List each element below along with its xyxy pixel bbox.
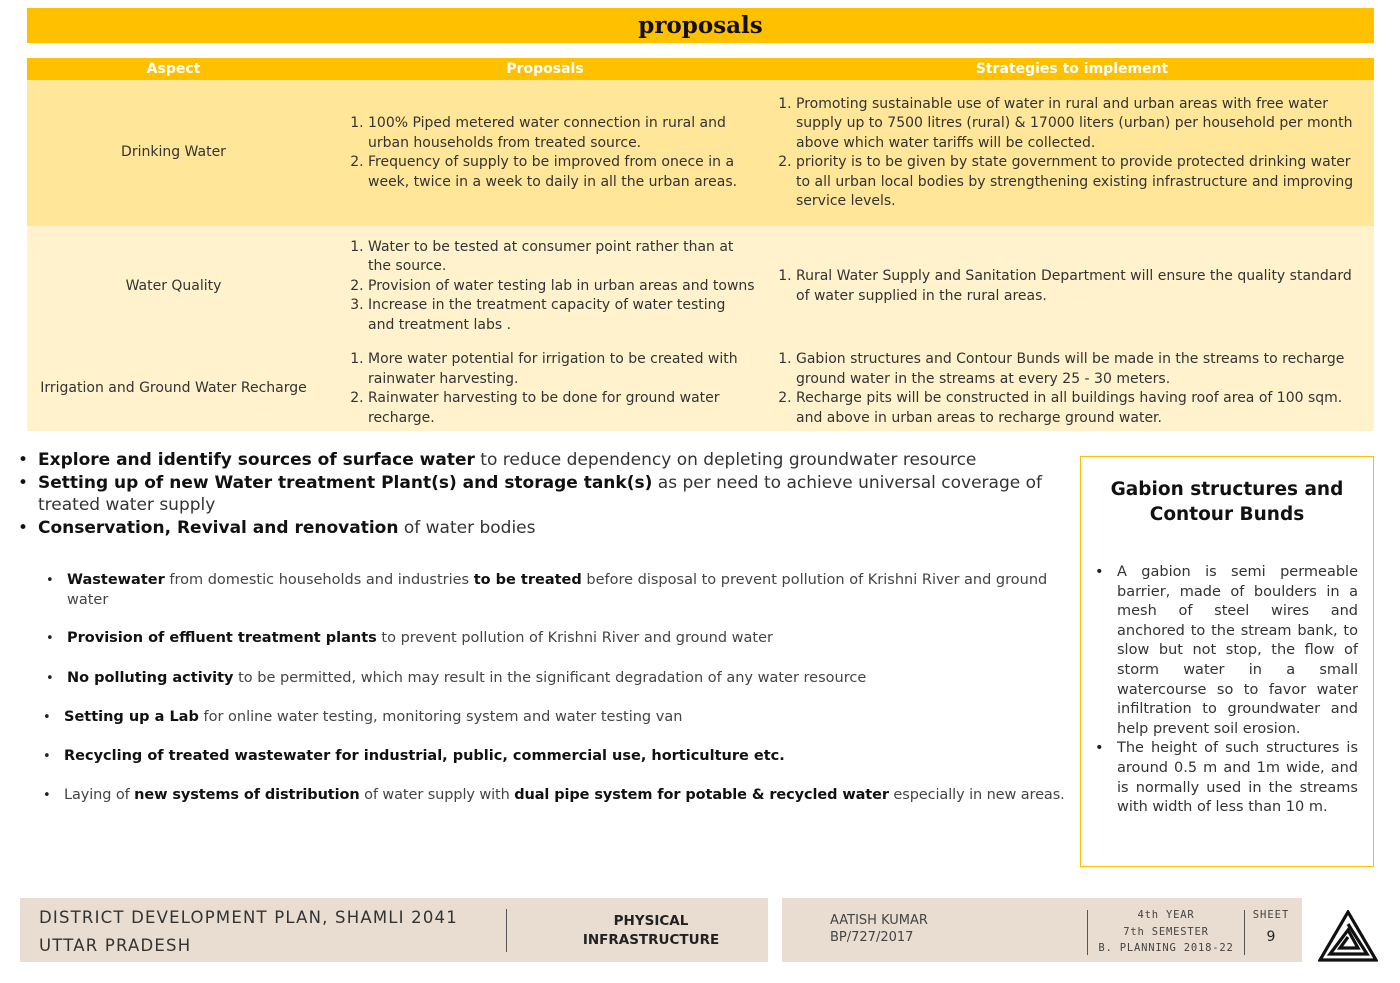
bullet-text: before disposal to prevent pollution of Krishni River and ground water [67,572,1048,608]
list-item: 1. Gabion structures and Contour Bunds will be made in the streams to recharge ground water in the streams at every 25 - 30 meters. [796,350,1360,389]
sheet-number: 9 [1266,929,1276,945]
list-item: 1. Water to be tested at consumer point rather than at the source. [368,238,756,277]
bullet-bold: Wastewater [67,572,165,588]
side-box-list [1081,563,1373,818]
sheet-label: SHEET [1252,909,1290,921]
bullet-distribution [64,786,1074,806]
strategies-list [770,350,1374,428]
bullet-bold: No polluting activity [67,670,234,686]
list-item: 1. More water potential for irrigation to be created with rainwater harvesting. [368,350,756,389]
bullet-bold: Recycling of treated wastewater for industrial, public, commercial use, horticulture etc. [64,748,785,764]
bullet-text: to prevent pollution of Krishni River and ground water [376,630,773,646]
semester-text: 7th SEMESTER [1123,925,1209,938]
strategies-list [770,267,1374,306]
bullet-text: for online water testing, monitoring system and water testing van [198,709,683,725]
list-item: 1. 100% Piped metered water connection in rural and urban households from treated source. [368,114,756,153]
proposals-list [320,114,770,192]
proposals-cell [320,226,770,347]
footer-section [520,912,782,950]
divider [1244,910,1245,955]
list-item: 2. Provision of water testing lab in urban areas and towns [368,277,756,297]
footer-plan-title: DISTRICT DEVELOPMENT PLAN, SHAMLI 2041 [39,908,458,927]
divider [506,909,507,952]
table-row-drinking-water [27,80,1374,226]
bullet-recycling [64,747,1064,767]
roll-number: BP/727/2017 [830,930,914,945]
list-item: 1. Promoting sustainable use of water in rural and urban areas with free water supply up to 7500 litres (rural) & 17000 liters (urban) per household per month above which water tariffs will be collected. [796,95,1360,154]
course-text: B. PLANNING 2018-22 [1098,942,1234,954]
strategies-cell [770,80,1374,226]
list-item [18,449,1078,472]
list-item: 2. Recharge pits will be constructed in all buildings having roof area of 100 sqm. and above in urban areas to recharge ground water. [796,389,1360,428]
year-text: 4th YEAR [1137,909,1195,921]
footer-section-line: INFRASTRUCTURE [582,932,720,948]
strategies-cell [770,226,1374,347]
bullet-bold: Setting up of new Water treatment Plant(s) and storage tank(s) [38,472,653,493]
bullet-polluting [67,669,1057,689]
title-bar [27,8,1374,43]
main-bullet-list [18,449,1078,539]
table-row-irrigation [27,347,1374,431]
proposals-cell [320,347,770,431]
bullet-text: as per need to achieve universal coverage of treated water supply [38,472,1042,515]
list-item [18,472,1078,517]
header-proposals: Proposals [320,58,770,80]
table-row-water-quality [27,226,1374,347]
bullet-bold: Provision of effluent treatment plants [67,630,377,646]
strategies-list [770,95,1374,212]
aspect-cell: Drinking Water [27,80,320,226]
bullet-bold: dual pipe system for potable & recycled water [514,787,889,803]
list-item: • A gabion is semi permeable barrier, made of boulders in a mesh of steel wires and anchored to the stream bank, to slow but not stop, the flow of storm water in a small watercourse so to favor water infiltration to groundwater and help prevent soil erosion. [1117,563,1358,739]
bullet-bold: Explore and identify sources of surface water [38,450,475,470]
bullet-effluent [67,629,1057,649]
footer-author [830,912,928,946]
bullet-lab [64,708,1064,728]
bullet-bold: Setting up a Lab [64,709,199,725]
aspect-cell: Irrigation and Ground Water Recharge [27,347,320,431]
bullet-bold: to be treated [473,572,582,588]
table-header-row [27,58,1374,80]
bullet-bold: new systems of distribution [134,787,360,803]
gabion-info-box [1080,456,1374,867]
footer-info-block [782,898,1302,962]
bullet-bold: Conservation, Revival and renovation [38,517,399,538]
triangle-logo-icon [1318,910,1378,962]
list-item: 3. Increase in the treatment capacity of water testing and treatment labs . [368,296,756,335]
proposals-cell [320,80,770,226]
list-item: 2. priority is to be given by state government to provide protected drinking water to all urban local bodies by strengthening existing infrastructure and improving service levels. [796,153,1360,212]
list-item: 1. Rural Water Supply and Sanitation Department will ensure the quality standard of water supplied in the rural areas. [796,267,1360,306]
footer-section-line: PHYSICAL [613,913,689,929]
aspect-cell: Water Quality [27,226,320,347]
author-name: AATISH KUMAR [830,913,928,928]
bullet-text: of water bodies [398,517,536,538]
list-item [18,517,1078,540]
bullet-text: to reduce dependency on depleting groundwater resource [474,450,977,470]
bullet-text: Laying of [64,787,135,803]
footer-state: UTTAR PRADESH [39,936,192,955]
bullet-wastewater [67,571,1057,610]
footer-plan-block [20,898,768,962]
bullet-text: of water supply with [359,787,515,803]
list-item: • The height of such structures is around 0.5 m and 1m wide, and is normally used in the streams with width of less than 10 m. [1117,739,1358,817]
bullet-text: to be permitted, which may result in the significant degradation of any water resource [233,670,867,686]
footer-year-block [1090,907,1242,957]
list-item: 2. Frequency of supply to be improved from onece in a week, twice in a week to daily in all the urban areas. [368,153,756,192]
proposals-table [27,58,1374,431]
bullet-text: from domestic households and industries [164,572,474,588]
strategies-cell [770,347,1374,431]
header-aspect: Aspect [27,58,320,80]
page-title: proposals [638,12,763,39]
proposals-list [320,238,770,336]
divider [1087,910,1088,955]
side-box-title: Gabion structures and Contour Bunds [1110,479,1344,525]
bullet-text: especially in new areas. [888,787,1065,803]
header-strategies: Strategies to implement [770,58,1374,80]
list-item: 2. Rainwater harvesting to be done for ground water recharge. [368,389,756,428]
proposals-list [320,350,770,428]
